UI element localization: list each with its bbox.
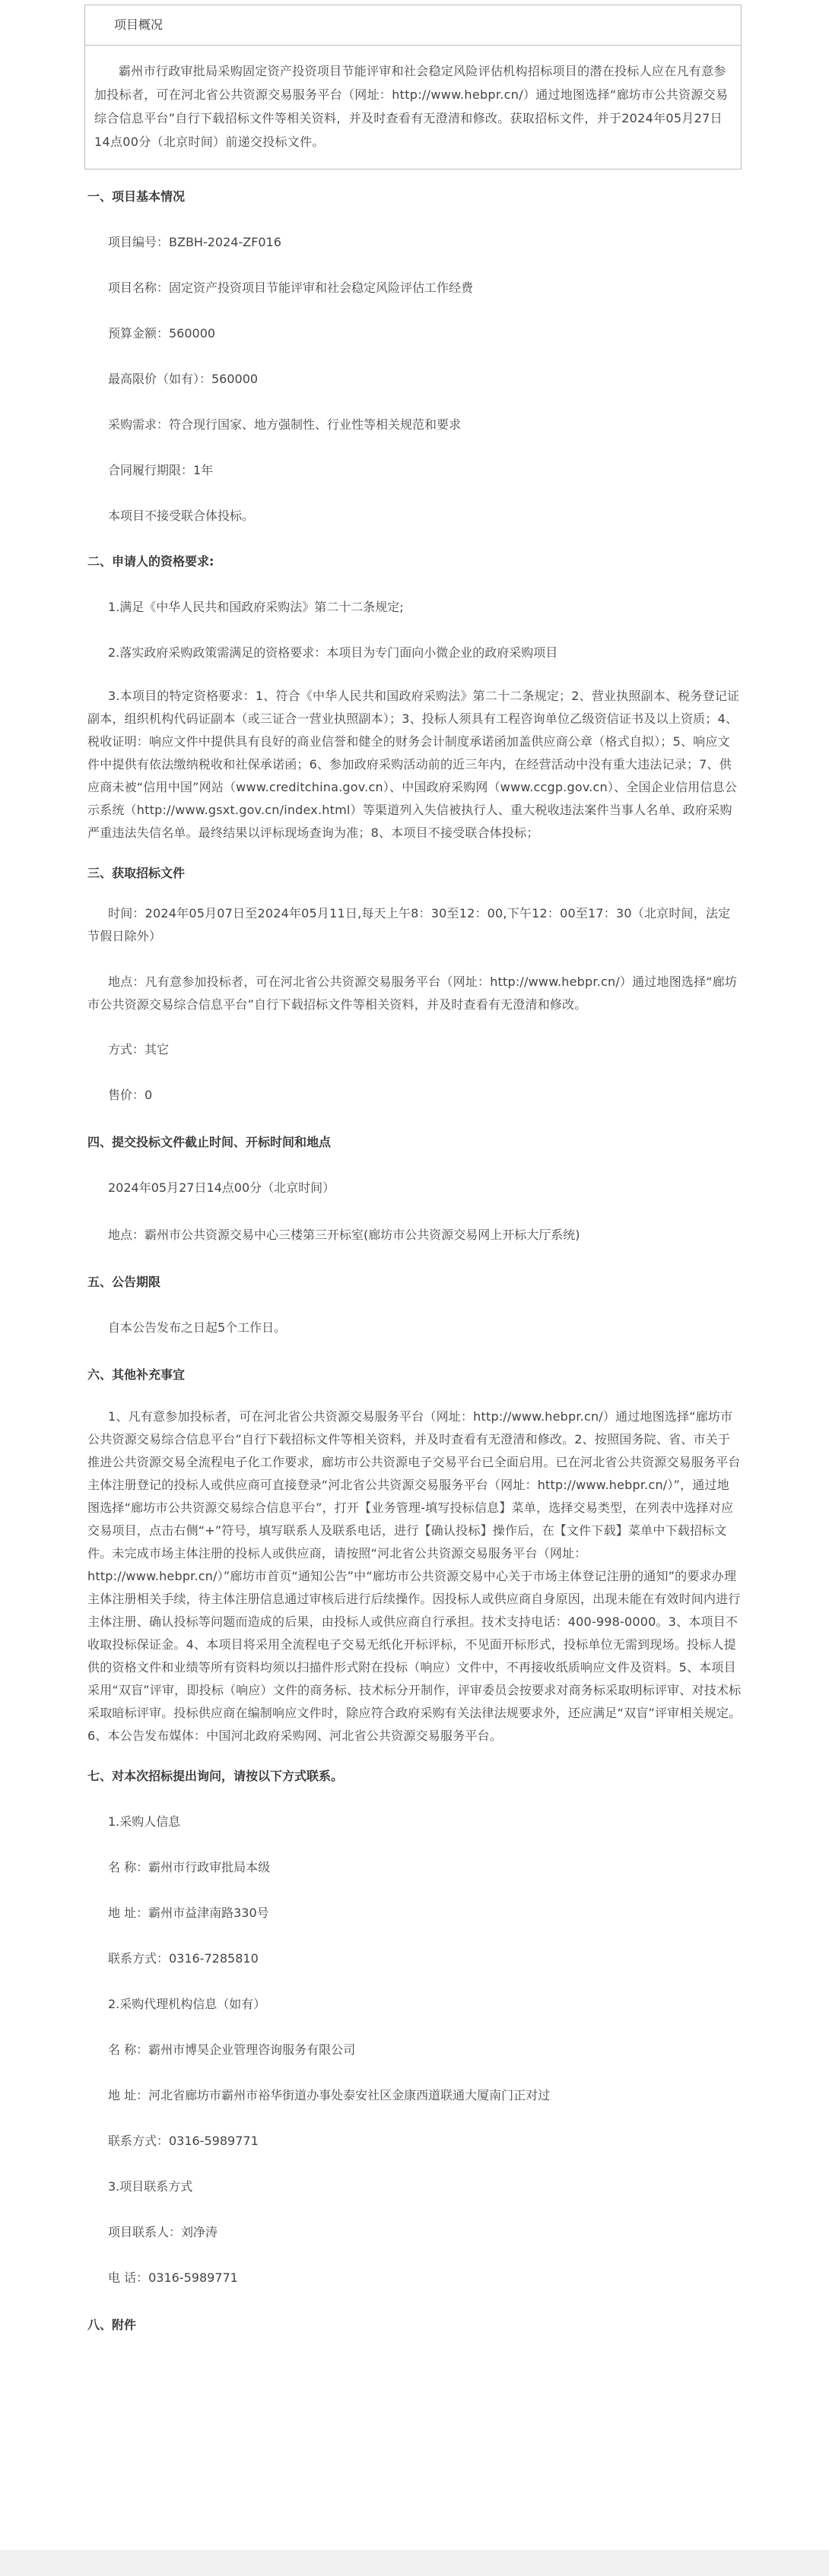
- qualification-item-2: 2.落实政府采购政策需满足的资格要求：本项目为专门面向小微企业的政府采购项目: [108, 645, 558, 660]
- section-title-obtain-documents: 三、获取招标文件: [87, 866, 186, 880]
- buyer-phone: 联系方式：0316-7285810: [108, 1951, 259, 1966]
- deadline-time: 2024年05月27日14点00分（北京时间）: [108, 1180, 335, 1195]
- buyer-address: 地 址：霸州市益津南路330号: [108, 1906, 269, 1920]
- bid-opening-place: 地点：霸州市公共资源交易中心三楼第三开标室(廊坊市公共资源交易网上开标大厅系统): [108, 1228, 580, 1242]
- project-overview-box: [84, 5, 742, 170]
- project-contact-person: 项目联系人：刘净涛: [108, 2225, 218, 2239]
- agent-phone: 联系方式：0316-5989771: [108, 2134, 259, 2148]
- buyer-name: 名 称：霸州市行政审批局本级: [108, 1860, 271, 1874]
- agent-name: 名 称：霸州市博昊企业管理咨询服务有限公司: [108, 2042, 356, 2057]
- announcement-content: [87, 0, 742, 2333]
- project-contact-phone: 电 话：0316-5989771: [108, 2270, 238, 2285]
- qualification-item-1: 1.满足《中华人民共和国政府采购法》第二十二条规定;: [108, 600, 404, 614]
- notice-period-text: 自本公告发布之日起5个工作日。: [108, 1320, 287, 1335]
- contract-period: 合同履行期限：1年: [108, 463, 214, 477]
- project-contact-heading: 3.项目联系方式: [108, 2179, 193, 2194]
- obtain-method: 方式：其它: [108, 1042, 170, 1057]
- footer-bar: [0, 2550, 829, 2576]
- document-price: 售价：0: [108, 1088, 153, 1102]
- max-price: 最高限价（如有）：560000: [108, 372, 259, 386]
- project-name: 项目名称：固定资产投资项目节能评审和社会稳定风险评估工作经费: [108, 280, 474, 295]
- section-title-basic-info: 一、项目基本情况: [87, 189, 186, 204]
- procurement-requirement: 采购需求：符合现行国家、地方强制性、行业性等相关规范和要求: [108, 417, 462, 432]
- supplementary-text: 1、凡有意参加投标者，可在河北省公共资源交易服务平台（网址：http://www.hebpr.cn/）通过地图选择“廊坊市公共资源交易综合信息平台”自行下载招标文件等相关资料，并及时查看有无澄清和修改。2、按照国务院、省、市关于推进公共资源交易全流程电子化工作要求，廊坊市公共资源电子交易平台已全面启用。已在河北省公共资源交易服务平台主体注册登记的投标人或供应商可直接登录“河北省公共资源交易服务平台（网址：http://www.hebpr.cn/）”，通过地图选择“廊坊市公共资源交易综合信息平台”，打开【业务管理-填写投标信息】菜单，选择交易类型，在列表中选择对应交易项目，点击右侧“+”符号，填写联系人及联系电话，进行【确认投标】操作后，在【文件下载】菜单中下载招标文件。未完成市场主体注册的投标人或供应商，请按照“河北省公共资源交易服务平台（网址：http://www.hebpr.cn/）”廊坊市首页“通知公告”中“廊坊市公共资源交易中心关于市场主体登记注册的通知”的要求办理主体注册相关手续，待主体注册信息通过审核后进行后续操作。因投标人或供应商自身原因，出现未能在有效时间内进行主体注册、确认投标等问题而造成的后果，由投标人或供应商自行承担。技术支持电话：400-998-0000。3、本项目不收取投标保证金。4、本项目将采用全流程电子交易无纸化开标评标，不见面开标形式，投标单位无需到现场。投标人提供的资格文件和业绩等所有资料均须以扫描件形式附在投标（响应）文件中，不再接收纸质响应文件及资料。5、本项目采用“双盲”评审，即投标（响应）文件的商务标、技术标分开制作，评审委员会按要求对商务标采取明标评审、对技术标采取暗标评审。投标供应商在编制响应文件时，除应符合政府采购有关法律法规要求外，还应满足“双盲”评审相关规定。6、本公告发布媒体：中国河北政府采购网、河北省公共资源交易服务平台。: [87, 1409, 742, 1743]
- budget-amount: 预算金额：560000: [108, 326, 216, 341]
- project-number: 项目编号：BZBH-2024-ZF016: [108, 235, 281, 249]
- overview-text: 霸州市行政审批局采购固定资产投资项目节能评审和社会稳定风险评估机构招标项目的潜在投标人应在凡有意参加投标者，可在河北省公共资源交易服务平台（网址：http://www.hebpr.cn/）通过地图选择“廊坊市公共资源交易综合信息平台”自行下载招标文件等相关资料，并及时查看有无澄清和修改。获取招标文件，并于2024年05月27日14点00分（北京时间）前递交投标文件。: [94, 64, 729, 149]
- section-title-deadline: 四、提交投标文件截止时间、开标时间和地点: [87, 1135, 332, 1149]
- no-consortium-note: 本项目不接受联合体投标。: [108, 509, 255, 523]
- obtain-time: 时间：2024年05月07日至2024年05月11日,每天上午8：30至12：00,下午12：00至17：30（北京时间，法定节假日除外）: [87, 906, 731, 943]
- agent-address: 地 址：河北省廊坊市霸州市裕华街道办事处泰安社区金康西道联通大厦南门正对过: [108, 2088, 551, 2102]
- section-title-notice-period: 五、公告期限: [87, 1275, 161, 1289]
- section-title-qualification: 二、申请人的资格要求:: [87, 554, 214, 569]
- buyer-info-heading: 1.采购人信息: [108, 1814, 181, 1829]
- qualification-item-3: 3.本项目的特定资格要求：1、符合《中华人民共和国政府采购法》第二十二条规定；2、营业执照副本、税务登记证副本，组织机构代码证副本（或三证合一营业执照副本）；3、投标人须具有工程咨询单位乙级资信证书及以上资质；4、税收证明：响应文件中提供具有良好的商业信誉和健全的财务会计制度承诺函加盖供应商公章（格式自拟）；5、响应文件中提供有依法缴纳税收和社保承诺函；6、参加政府采购活动前的近三年内，在经营活动中没有重大违法记录；7、供应商未被“信用中国”网站（www.creditchina.gov.cn）、中国政府采购网（www.ccgp.gov.cn）、全国企业信用信息公示系统（http://www.gsxt.gov.cn/index.html）等渠道列入失信被执行人、重大税收违法案件当事人名单、政府采购严重违法失信名单。最终结果以评标现场查询为准；8、本项目不接受联合体投标；: [87, 689, 740, 840]
- section-title-supplementary: 六、其他补充事宜: [87, 1367, 186, 1382]
- agent-info-heading: 2.采购代理机构信息（如有）: [108, 1997, 266, 2011]
- section-title-attachments: 八、附件: [87, 2318, 137, 2332]
- section-title-contact: 七、对本次招标提出询问，请按以下方式联系。: [87, 1769, 344, 1783]
- obtain-place: 地点：凡有意参加投标者，可在河北省公共资源交易服务平台（网址：http://www.hebpr.cn/）通过地图选择“廊坊市公共资源交易综合信息平台”自行下载招标文件等相关资料，并及时查看有无澄清和修改。: [87, 974, 738, 1012]
- overview-heading: 项目概况: [85, 5, 741, 46]
